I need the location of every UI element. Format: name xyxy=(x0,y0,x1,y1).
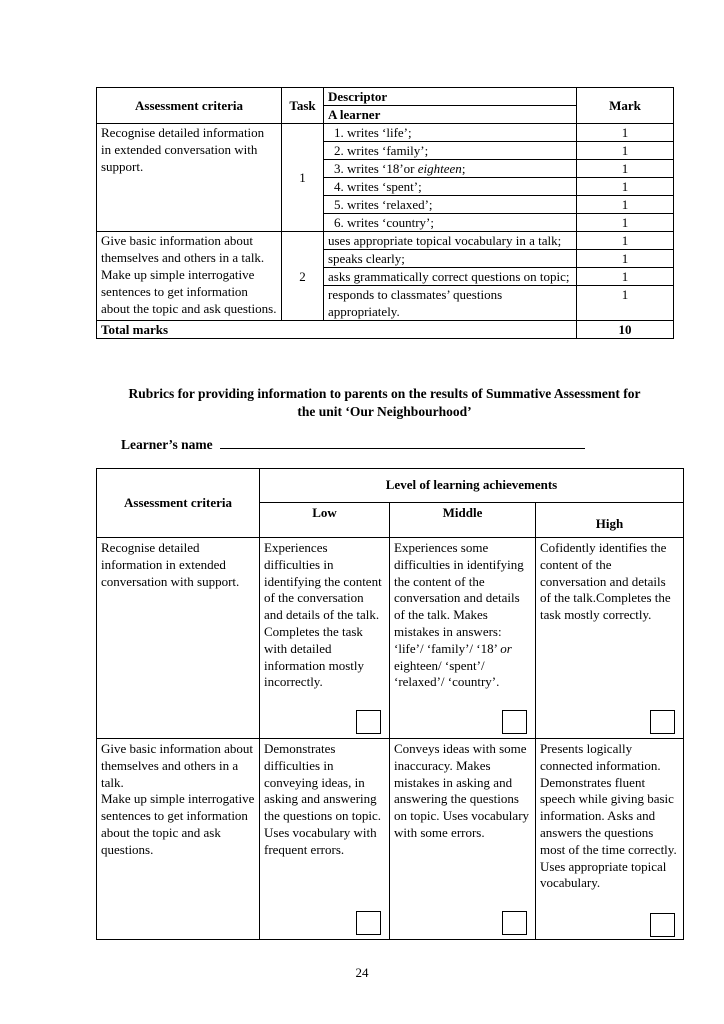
rubric-title-line-2: the unit ‘Our Neighbourhood’ xyxy=(297,404,472,419)
mark-cell: 1 xyxy=(577,142,674,160)
rubric-criteria-2 xyxy=(97,739,260,940)
learner-name-line xyxy=(121,434,601,454)
rubric-text: Experiences difficulties in identifying the content of the conversation and details of the talk. Completes the task with detailed information mostly incorrectly. xyxy=(264,540,382,690)
marking-scheme-table xyxy=(96,87,674,339)
descriptor-row: 1. writes ‘life’; xyxy=(324,124,577,142)
checkbox-high-2[interactable] xyxy=(650,913,675,937)
descriptor-text: 3. writes ‘18’or xyxy=(334,161,418,176)
header-assessment-criteria: Assessment criteria xyxy=(97,88,282,124)
rubric-text: Demonstrates difficulties in conveying ideas, in asking and answering the questions on topic. Uses vocabulary with frequent errors. xyxy=(264,741,381,857)
rubric-header-level: Level of learning achievements xyxy=(260,469,684,503)
checkbox-high-1[interactable] xyxy=(650,710,675,734)
criteria-line: Give basic information about themselves and others in a talk. xyxy=(101,741,253,790)
total-marks-value: 10 xyxy=(577,321,674,339)
rubric-text: Experiences some difficulties in identifying the content of the conversation and details of the talk. Makes mistakes in answers: ‘life’/ ‘family’/ ‘18’ xyxy=(394,540,524,656)
rubric-text: Cofidently identifies the content of the conversation and details of the talk.Completes the task mostly correctly. xyxy=(540,540,671,623)
rubric-middle-2 xyxy=(390,739,536,940)
rubric-text: eighteen/ ‘spent’/ ‘relaxed’/ ‘country’. xyxy=(394,657,500,690)
rubric-text: Conveys ideas with some inaccuracy. Makes mistakes in asking and answering the questions on topic. Uses vocabulary with some errors. xyxy=(394,741,530,840)
rubric-header-low: Low xyxy=(260,503,390,538)
header-a-learner: A learner xyxy=(324,106,577,124)
mark-cell: 1 xyxy=(577,214,674,232)
mark-cell: 1 xyxy=(577,232,674,250)
header-task: Task xyxy=(282,88,324,124)
task-number-2: 2 xyxy=(282,232,324,321)
descriptor-text: ; xyxy=(461,161,466,176)
rubric-header-middle: Middle xyxy=(390,503,536,538)
criteria-line: Give basic information about themselves and others in a talk. xyxy=(101,233,265,265)
task-number-1: 1 xyxy=(282,124,324,232)
mark-cell: 1 xyxy=(577,286,674,321)
rubric-high-1 xyxy=(536,538,684,739)
descriptor-row: uses appropriate topical vocabulary in a talk; xyxy=(324,232,577,250)
descriptor-row: 5. writes ‘relaxed’; xyxy=(324,196,577,214)
rubric-middle-1 xyxy=(390,538,536,739)
descriptor-row: speaks clearly; xyxy=(324,250,577,268)
checkbox-low-1[interactable] xyxy=(356,710,381,734)
mark-cell: 1 xyxy=(577,268,674,286)
criteria-cell-2 xyxy=(97,232,282,321)
rubric-title xyxy=(96,385,673,421)
rubric-low-1 xyxy=(260,538,390,739)
criteria-line: Make up simple interrogative sentences to get information about the topic and ask questions. xyxy=(101,267,277,316)
descriptor-row: responds to classmates’ questions appropriately. xyxy=(324,286,577,321)
mark-cell: 1 xyxy=(577,160,674,178)
rubric-header-criteria: Assessment criteria xyxy=(97,469,260,538)
criteria-line: Make up simple interrogative sentences to get information about the topic and ask questions. xyxy=(101,791,255,857)
header-descriptor: Descriptor xyxy=(324,88,577,106)
rubric-table xyxy=(96,468,684,940)
rubric-header-high: High xyxy=(536,503,684,538)
rubric-title-line-1: Rubrics for providing information to parents on the results of Summative Assessment for xyxy=(128,386,641,401)
descriptor-row xyxy=(324,160,577,178)
checkbox-middle-2[interactable] xyxy=(502,911,527,935)
rubric-text: Presents logically connected information. Demonstrates fluent speech while giving basic information. Asks and answers the questions most of the time correctly. Uses appropriate topical vocabulary. xyxy=(540,741,677,891)
mark-cell: 1 xyxy=(577,178,674,196)
header-mark: Mark xyxy=(577,88,674,124)
rubric-criteria-1: Recognise detailed information in extended conversation with support. xyxy=(97,538,260,739)
criteria-cell-1: Recognise detailed information in extended conversation with support. xyxy=(97,124,282,232)
learner-name-blank[interactable] xyxy=(220,434,585,449)
learner-name-label: Learner’s name xyxy=(121,437,213,452)
descriptor-row: asks grammatically correct questions on topic; xyxy=(324,268,577,286)
descriptor-italic: eighteen xyxy=(417,161,462,176)
rubric-high-2 xyxy=(536,739,684,940)
page-number: 24 xyxy=(355,965,369,980)
rubric-low-2 xyxy=(260,739,390,940)
checkbox-middle-1[interactable] xyxy=(502,710,527,734)
checkbox-low-2[interactable] xyxy=(356,911,381,935)
mark-cell: 1 xyxy=(577,124,674,142)
total-marks-label: Total marks xyxy=(97,321,577,339)
mark-cell: 1 xyxy=(577,196,674,214)
mark-cell: 1 xyxy=(577,250,674,268)
descriptor-row: 4. writes ‘spent’; xyxy=(324,178,577,196)
descriptor-row: 2. writes ‘family’; xyxy=(324,142,577,160)
rubric-italic: or xyxy=(500,640,512,656)
descriptor-row: 6. writes ‘country’; xyxy=(324,214,577,232)
